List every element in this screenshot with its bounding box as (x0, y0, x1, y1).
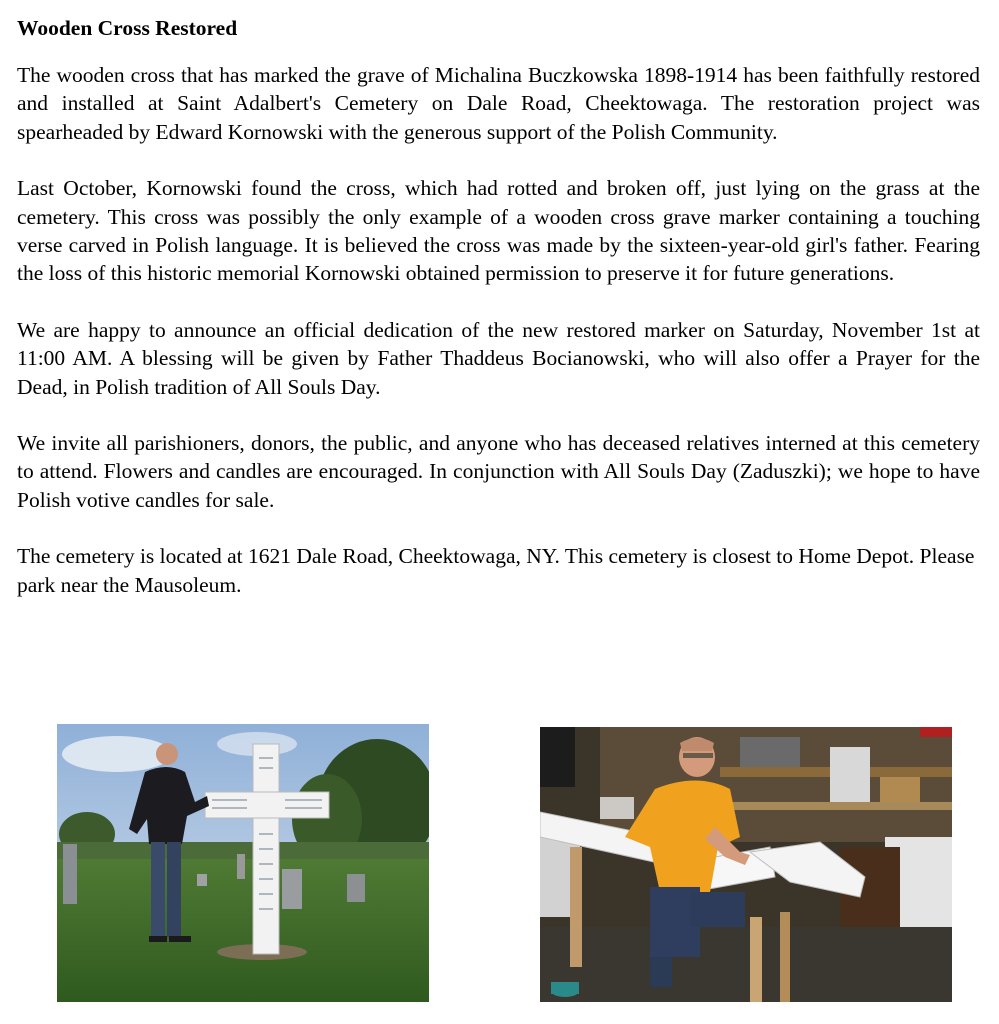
workshop-photo-image (540, 727, 952, 1002)
article (17, 14, 980, 627)
paragraph-dedication: We are happy to announce an official dedication of the new restored marker on Saturday, November 1st at 11:00 AM. A blessing will be given by Father Thaddeus Bocianowski, who will also offer a Prayer for the Dead, in Polish tradition of All Souls Day. (17, 317, 980, 399)
paragraph-discovery: Last October, Kornowski found the cross, which had rotted and broken off, just lying on the grass at the cemetery. This cross was possibly the only example of a wooden cross grave marker containing a touching verse carved in Polish language. It is believed the cross was made by the sixteen-year-old girl's father. Fearing the loss of this historic memorial Kornowski obtained permission to preserve it for future generations. (17, 176, 980, 286)
cemetery-cross-photo (57, 724, 429, 1002)
paragraph-invitation: We invite all parishioners, donors, the public, and anyone who has deceased relatives interned at this cemetery to attend. Flowers and candles are encouraged. In conjunction with All Souls Day (Zaduszki); we hope to have Polish votive candles for sale. (17, 431, 980, 512)
workshop-cross-photo (540, 727, 952, 1002)
paragraph-restoration: The wooden cross that has marked the grave of Michalina Buczkowska 1898-1914 has been faithfully restored and installed at Saint Adalbert's Cemetery on Dale Road, Cheektowaga. The restoration project was spearheaded by Edward Kornowski with the generous support of the Polish Community. (17, 63, 980, 144)
paragraph-location: The cemetery is located at 1621 Dale Road, Cheektowaga, NY. This cemetery is closest to Home Depot. Please park near the Mausoleum. (17, 544, 975, 597)
cemetery-photo-image (57, 724, 429, 1002)
article-title: Wooden Cross Restored (17, 16, 238, 40)
